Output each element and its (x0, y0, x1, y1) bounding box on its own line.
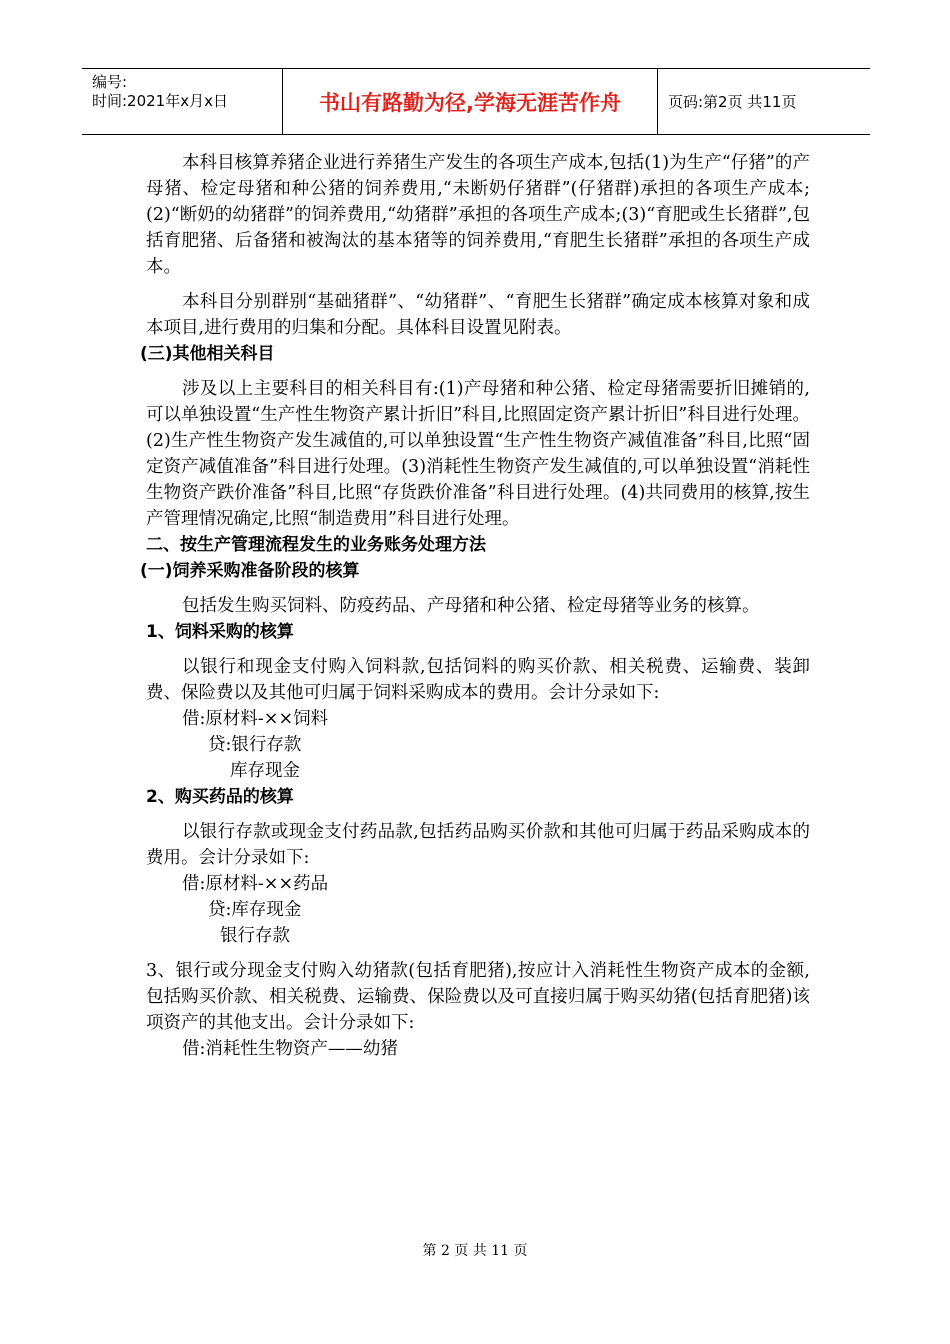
paragraph: 涉及以上主要科目的相关科目有:(1)产母猪和种公猪、检定母猪需要折旧摊销的,可以单独设置“生产性生物资产累计折旧”科目,比照固定资产累计折旧”科目进行处理。(2)生产性生物资产发生减值的,可以单独设置“生产性生物资产减值准备”科目,比照“固定资产减值准备”科目进行处理。(3)消耗性生物资产发生减值的,可以单独设置“消耗性生物资产跌价准备”科目,比照“存货跌价准备”科目进行处理。(4)共同费用的核算,按生产管理情况确定,比照“制造费用”科目进行处理。 (146, 379, 810, 529)
page-footer: 第 2 页 共 11 页 (422, 1243, 528, 1259)
document-body (140, 150, 810, 1062)
item-heading: 2、购买药品的核算 (146, 787, 294, 807)
header-motto: 书山有路勤为径,学海无涯苦作舟 (282, 69, 658, 134)
header-meta (82, 69, 282, 134)
subsection-heading: (一)饲养采购准备阶段的核算 (140, 561, 360, 581)
section-heading: (三)其他相关科目 (140, 344, 275, 364)
journal-entry-credit: 银行存款 (220, 926, 290, 946)
document-time-label: 时间:2021年x月x日 (92, 92, 228, 110)
journal-entry-credit: 库存现金 (230, 761, 300, 781)
paragraph: 本科目分别群别“基础猪群”、“幼猪群”、“育肥生长猪群”确定成本核算对象和成本项目,进行费用的归集和分配。具体科目设置见附表。 (146, 292, 810, 338)
journal-entry-debit: 借:原材料-××饲料 (182, 709, 329, 729)
paragraph: 包括发生购买饲料、防疫药品、产母猪和种公猪、检定母猪等业务的核算。 (182, 596, 760, 616)
item-heading: 1、饲料采购的核算 (146, 622, 294, 642)
header-table (82, 68, 870, 135)
header-page-info: 页码:第2页 共11页 (668, 93, 797, 111)
journal-entry-credit: 贷:库存现金 (208, 900, 302, 920)
paragraph: 以银行存款或现金支付药品款,包括药品购买价款和其他可归属于药品采购成本的费用。会计分录如下: (146, 822, 810, 868)
journal-entry-debit: 借:消耗性生物资产——幼猪 (182, 1039, 398, 1059)
paragraph: 3、银行或分现金支付购入幼猪款(包括育肥猪),按应计入消耗性生物资产成本的金额,包括购买价款、相关税费、运输费、保险费以及可直接归属于购买幼猪(包括育肥猪)该项资产的其他支出。会计分录如下: (146, 961, 810, 1033)
document-number-label: 编号: (92, 73, 128, 91)
paragraph: 本科目核算养猪企业进行养猪生产发生的各项生产成本,包括(1)为生产“仔猪”的产母猪、检定母猪和种公猪的饲养费用,“未断奶仔猪群”(仔猪群)承担的各项生产成本;(2)“断奶的幼猪群”的饲养费用,“幼猪群”承担的各项生产成本;(3)“育肥或生长猪群”,包括育肥猪、后备猪和被淘汰的基本猪等的饲养费用,“育肥生长猪群”承担的各项生产成本。 (146, 153, 810, 277)
journal-entry-debit: 借:原材料-××药品 (182, 874, 329, 894)
journal-entry-credit: 贷:银行存款 (208, 735, 302, 755)
section-heading: 二、按生产管理流程发生的业务账务处理方法 (146, 535, 486, 555)
paragraph: 以银行和现金支付购入饲料款,包括饲料的购买价款、相关税费、运输费、装卸费、保险费以及其他可归属于饲料采购成本的费用。会计分录如下: (146, 657, 810, 703)
